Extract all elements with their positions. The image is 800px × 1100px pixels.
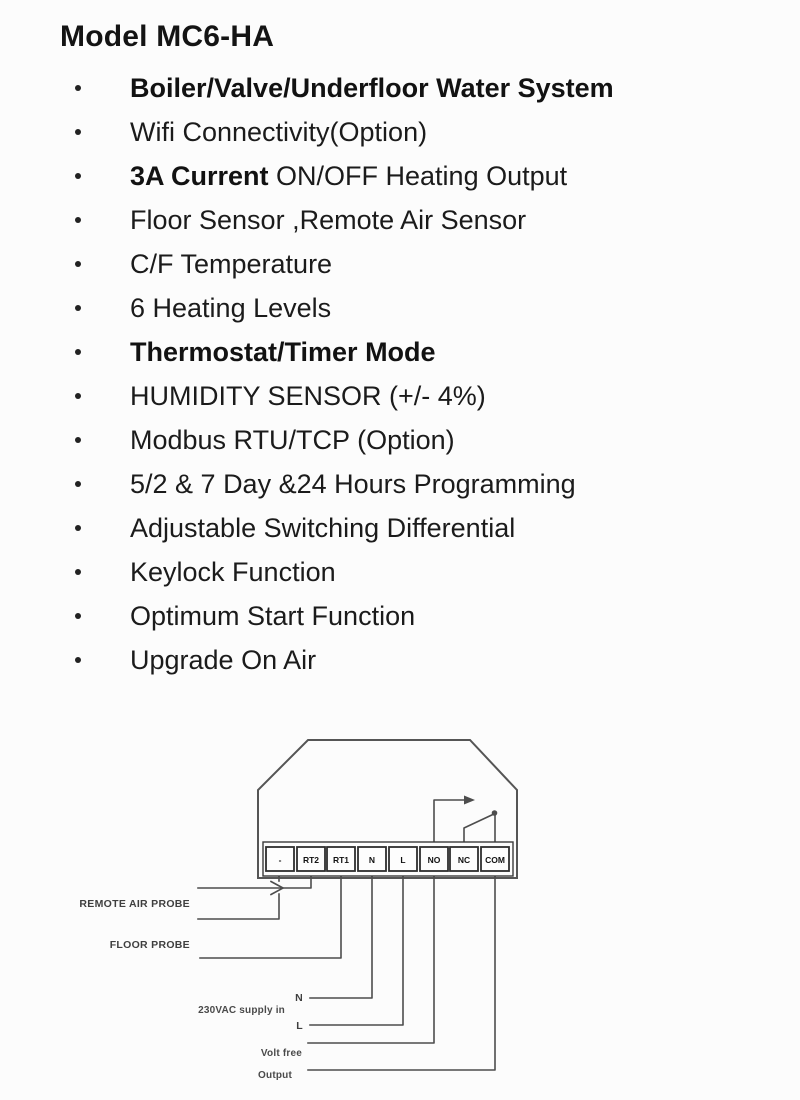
feature-text: Modbus RTU/TCP (Option)	[130, 424, 455, 455]
feature-list	[60, 66, 770, 682]
feature-item	[60, 242, 770, 286]
feature-text: Wifi Connectivity(Option)	[130, 116, 428, 147]
bullet-icon	[75, 393, 81, 399]
bullet-icon	[75, 85, 81, 91]
feature-text: 6 Heating Levels	[130, 292, 332, 323]
page-title: Model MC6-HA	[60, 20, 275, 53]
bullet-icon	[75, 305, 81, 311]
feature-item	[60, 506, 770, 550]
bullet-icon	[75, 173, 81, 179]
terminal-strip	[263, 842, 513, 876]
bullet-icon	[75, 569, 81, 575]
terminal-block	[450, 847, 478, 871]
terminal-block	[327, 847, 355, 871]
remote-air-probe-label: REMOTE AIR PROBE	[79, 898, 190, 910]
feature-item	[60, 638, 770, 682]
bullet-icon	[75, 437, 81, 443]
feature-item	[60, 374, 770, 418]
feature-item	[60, 198, 770, 242]
feature-item	[60, 550, 770, 594]
feature-item	[60, 66, 770, 110]
feature-item	[60, 418, 770, 462]
terminal-label: NC	[457, 855, 471, 865]
feature-text: 5/2 & 7 Day &24 Hours Programming	[130, 468, 576, 499]
feature-text: 3A Current ON/OFF Heating Output	[130, 160, 568, 191]
terminal-label: RT1	[332, 855, 350, 865]
floor-probe-label: FLOOR PROBE	[109, 939, 190, 951]
feature-item	[60, 462, 770, 506]
wire-volt-free-no	[308, 876, 434, 1043]
supply-label: 230VAC supply in	[198, 1005, 285, 1016]
terminal-label: NO	[427, 855, 441, 865]
output-label: Output	[258, 1070, 292, 1081]
terminal-block	[420, 847, 448, 871]
feature-item	[60, 110, 770, 154]
feature-text: C/F Temperature	[130, 248, 333, 279]
wire-output-com	[308, 876, 495, 1070]
supply-n-label: N	[295, 992, 303, 1004]
feature-text: Optimum Start Function	[130, 600, 416, 631]
terminal-block	[266, 847, 294, 871]
terminal-label: RT2	[302, 855, 320, 865]
bullet-icon	[75, 613, 81, 619]
wire-remote-air-probe	[198, 876, 311, 919]
feature-text: HUMIDITY SENSOR (+/- 4%)	[130, 380, 486, 411]
feature-text: Boiler/Valve/Underfloor Water System	[130, 72, 614, 103]
wiring-diagram	[0, 700, 800, 1100]
terminal-label: COM	[485, 855, 505, 865]
bullet-icon	[75, 217, 81, 223]
terminal-label: N	[368, 855, 376, 865]
terminal-block	[481, 847, 509, 871]
wire-supply-l	[310, 876, 403, 1025]
feature-text: Floor Sensor ,Remote Air Sensor	[130, 204, 527, 235]
feature-text: Keylock Function	[130, 556, 336, 587]
feature-item	[60, 330, 770, 374]
terminal-label: L	[400, 855, 406, 865]
feature-item	[60, 286, 770, 330]
feature-text: Thermostat/Timer Mode	[130, 336, 436, 367]
bullet-icon	[75, 261, 81, 267]
bullet-icon	[75, 129, 81, 135]
bullet-icon	[75, 349, 81, 355]
bullet-icon	[75, 525, 81, 531]
terminal-block	[297, 847, 325, 871]
relay-no-arrow-icon	[434, 796, 475, 848]
terminal-label: -	[278, 855, 282, 865]
volt-free-label: Volt free	[260, 1048, 302, 1059]
terminal-block	[358, 847, 386, 871]
bullet-icon	[75, 481, 81, 487]
feature-text: Upgrade On Air	[130, 644, 317, 675]
feature-text: Adjustable Switching Differential	[130, 512, 516, 543]
feature-item	[60, 594, 770, 638]
bullet-icon	[75, 657, 81, 663]
terminal-block	[389, 847, 417, 871]
supply-l-label: L	[296, 1020, 303, 1032]
feature-item	[60, 154, 770, 198]
